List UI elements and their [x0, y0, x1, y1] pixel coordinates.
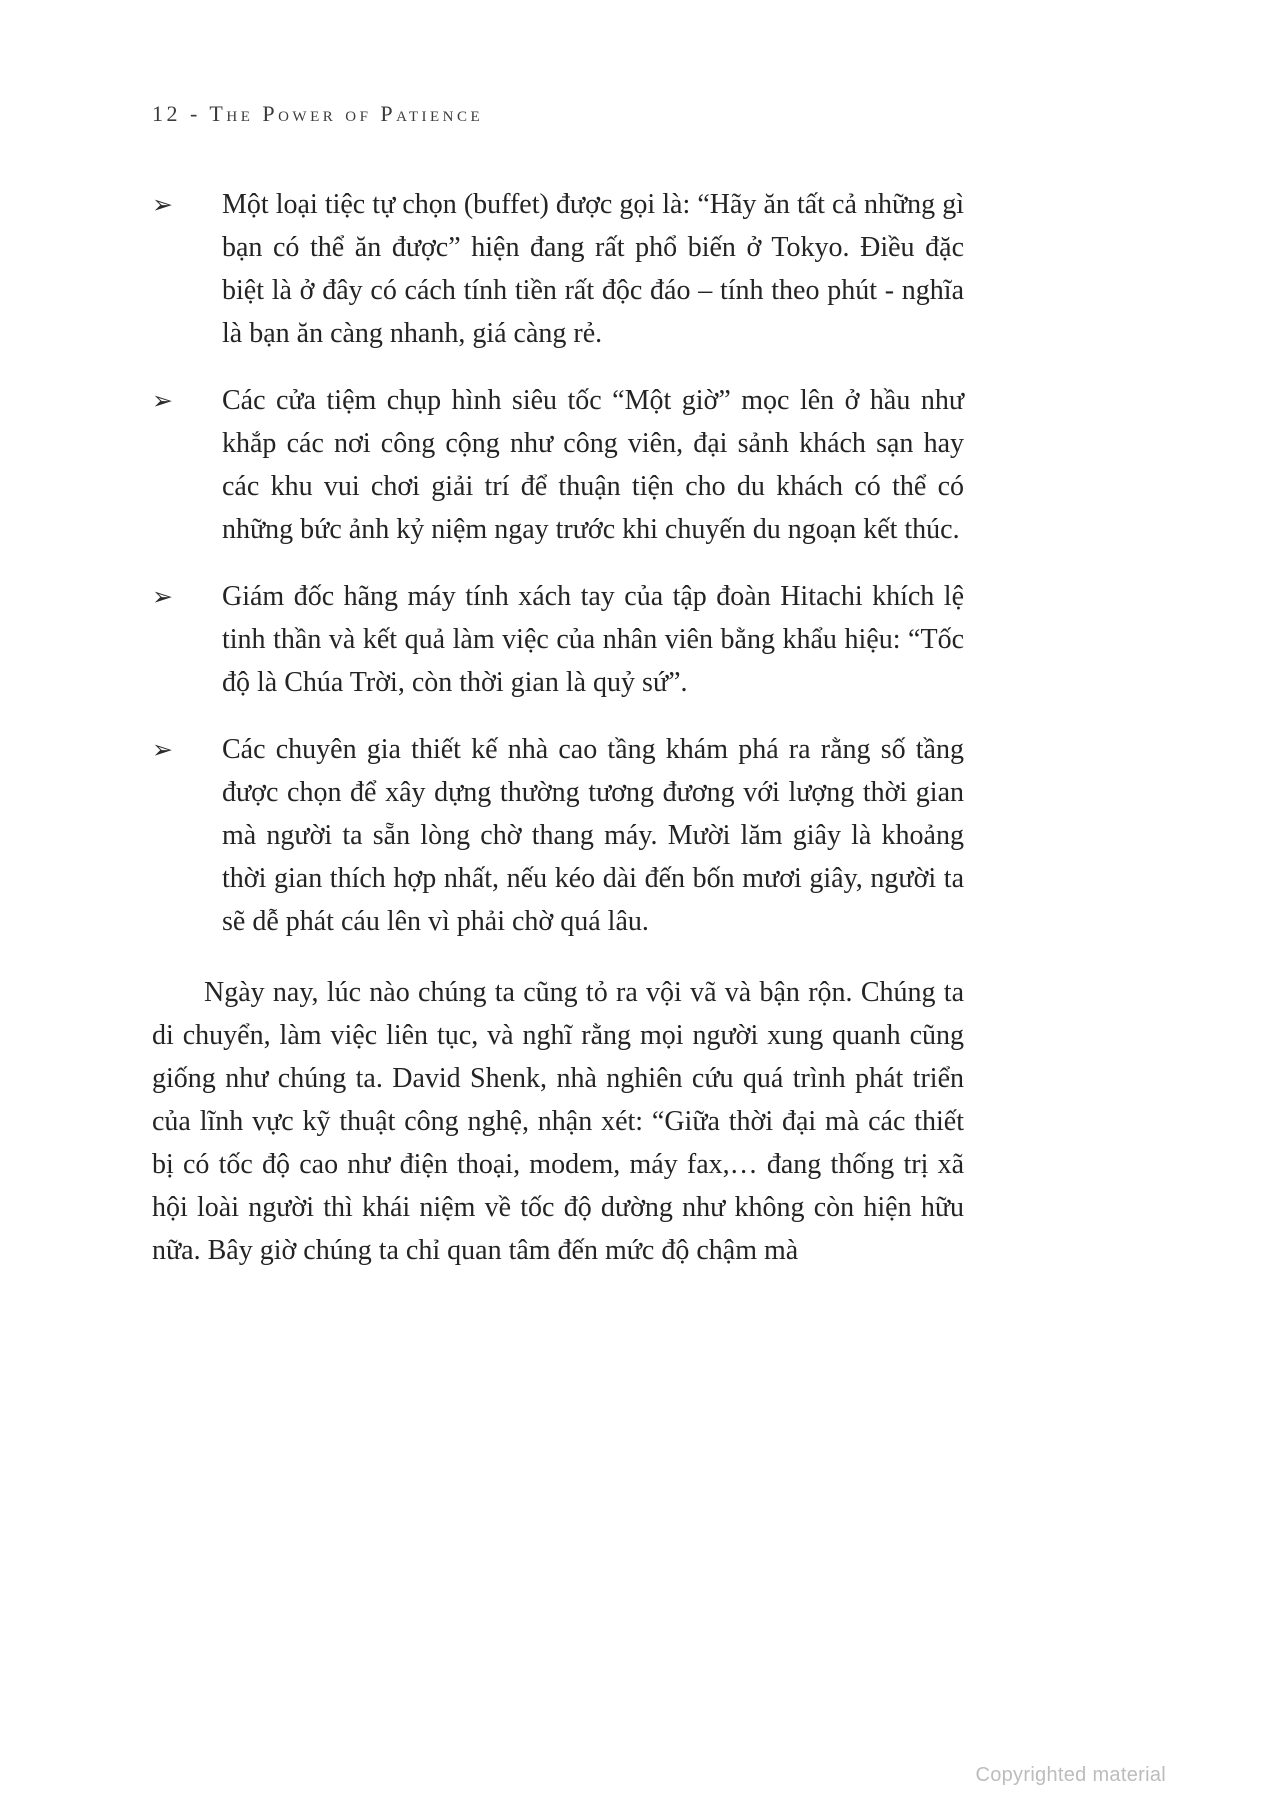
- bullet-item: [152, 379, 964, 551]
- bullet-text: Các chuyên gia thiết kế nhà cao tầng khám phá ra rằng số tầng được chọn để xây dựng thường tương đương với lượng thời gian mà người ta sẵn lòng chờ thang máy. Mười lăm giây là khoảng thời gian thích hợp nhất, nếu kéo dài đến bốn mươi giây, người ta sẽ dễ phát cáu lên vì phải chờ quá lâu.: [222, 734, 964, 937]
- arrow-bullet-icon: ➢: [152, 735, 173, 764]
- bullet-item: [152, 183, 964, 355]
- bullet-item: [152, 728, 964, 943]
- arrow-bullet-icon: ➢: [152, 582, 173, 611]
- bullet-list: [152, 183, 964, 943]
- copyright-watermark: Copyrighted material: [975, 1764, 1166, 1786]
- bullet-text: Các cửa tiệm chụp hình siêu tốc “Một giờ” mọc lên ở hầu như khắp các nơi công cộng như công viên, đại sảnh khách sạn hay các khu vui chơi giải trí để thuận tiện cho du khách có thể có những bức ảnh kỷ niệm ngay trước khi chuyến du ngoạn kết thúc.: [222, 385, 964, 545]
- body-paragraph: Ngày nay, lúc nào chúng ta cũng tỏ ra vội vã và bận rộn. Chúng ta di chuyển, làm việc liên tục, và nghĩ rằng mọi người xung quanh cũng giống như chúng ta. David Shenk, nhà nghiên cứu quá trình phát triển của lĩnh vực kỹ thuật công nghệ, nhận xét: “Giữa thời đại mà các thiết bị có tốc độ cao như điện thoại, modem, máy fax,… đang thống trị xã hội loài người thì khái niệm về tốc độ dường như không còn hiện hữu nữa. Bây giờ chúng ta chỉ quan tâm đến mức độ chậm mà: [152, 977, 964, 1266]
- bullet-text: Một loại tiệc tự chọn (buffet) được gọi là: “Hãy ăn tất cả những gì bạn có thể ăn được” hiện đang rất phổ biến ở Tokyo. Điều đặc biệt là ở đây có cách tính tiền rất độc đáo – tính theo phút - nghĩa là bạn ăn càng nhanh, giá càng rẻ.: [222, 189, 964, 349]
- page-header: 12 - The Power of Patience: [152, 101, 484, 126]
- arrow-bullet-icon: ➢: [152, 386, 173, 415]
- arrow-bullet-icon: ➢: [152, 190, 173, 219]
- page-content: [152, 183, 964, 1272]
- bullet-item: [152, 575, 964, 704]
- bullet-text: Giám đốc hãng máy tính xách tay của tập đoàn Hitachi khích lệ tinh thần và kết quả làm việc của nhân viên bằng khẩu hiệu: “Tốc độ là Chúa Trời, còn thời gian là quỷ sứ”.: [222, 581, 964, 698]
